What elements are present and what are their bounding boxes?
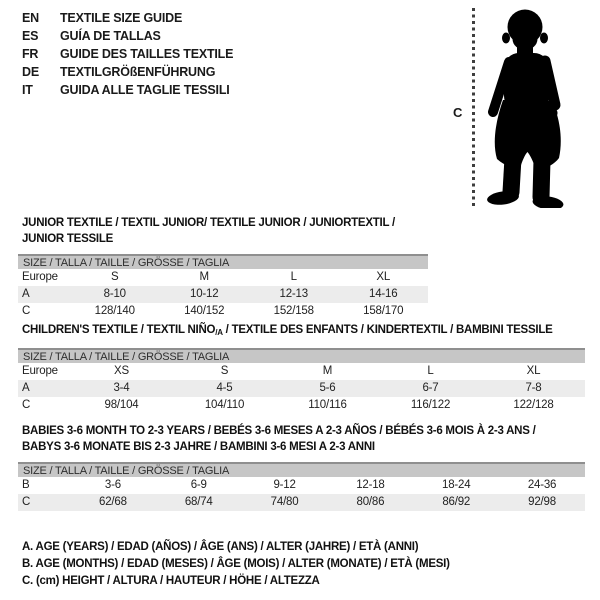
toddler-silhouette-icon xyxy=(482,8,570,208)
size-cell: 7-8 xyxy=(525,382,542,394)
size-cell: 122/128 xyxy=(513,399,554,411)
language-code: IT xyxy=(22,83,33,97)
size-cell: 98/104 xyxy=(104,399,139,411)
size-cell: S xyxy=(111,271,119,283)
language-code: EN xyxy=(22,11,39,25)
size-cell: XL xyxy=(526,365,541,377)
size-cell: 6-7 xyxy=(422,382,439,394)
size-cell: 10-12 xyxy=(190,288,219,300)
size-cell: XS xyxy=(114,365,129,377)
row-label: C xyxy=(22,496,31,508)
language-title-list xyxy=(22,9,233,99)
size-cell: 68/74 xyxy=(184,496,213,508)
legend-note-age-years: A. AGE (YEARS) / EDAD (AÑOS) / ÂGE (ANS) / ALTER (JAHRE) / ETÀ (ANNI) xyxy=(22,541,419,553)
language-title: GUIDE DES TAILLES TEXTILE xyxy=(60,47,234,61)
row-label: A xyxy=(22,288,30,300)
language-code: DE xyxy=(22,65,39,79)
language-row xyxy=(22,9,233,27)
size-cell: 24-36 xyxy=(527,479,557,491)
size-cell: L xyxy=(290,271,297,283)
junior-size-table xyxy=(18,215,428,320)
language-title: TEXTILE SIZE GUIDE xyxy=(60,11,183,25)
size-table-row xyxy=(18,286,428,303)
size-cell: M xyxy=(322,365,333,377)
size-header-bar: SIZE / TALLA / TAILLE / GRÖSSE / TAGLIA xyxy=(18,462,585,477)
size-cell: 12-13 xyxy=(279,288,308,300)
language-code: FR xyxy=(22,47,39,61)
size-table-title-line: BABIES 3-6 MONTH TO 2-3 YEARS / BEBÉS 3-6 MESES A 2-3 AÑOS / BÉBÉS 3-6 MOIS À 2-3 ANS / xyxy=(22,425,536,437)
size-table-title xyxy=(18,423,585,455)
row-label: Europe xyxy=(22,271,58,283)
size-table-row xyxy=(18,494,585,511)
size-table-row xyxy=(18,380,585,397)
size-cell: 86/92 xyxy=(442,496,471,508)
row-label: C xyxy=(22,399,31,411)
size-table-row xyxy=(18,363,585,380)
row-label: B xyxy=(22,479,30,491)
language-row xyxy=(22,81,233,99)
size-table-row xyxy=(18,397,585,414)
size-cell: 104/110 xyxy=(204,399,245,411)
size-table-title xyxy=(18,215,428,247)
height-measure-line xyxy=(472,8,475,207)
size-cell: 116/122 xyxy=(410,399,451,411)
row-label: A xyxy=(22,382,30,394)
size-table-title xyxy=(18,322,585,341)
size-cell: 9-12 xyxy=(273,479,296,491)
size-cell: 8-10 xyxy=(103,288,126,300)
size-cell: 12-18 xyxy=(356,479,385,491)
language-row xyxy=(22,45,233,63)
size-cell: 5-6 xyxy=(319,382,336,394)
size-cell: 3-6 xyxy=(104,479,121,491)
row-label: Europe xyxy=(22,365,58,377)
language-title: GUIDA ALLE TAGLIE TESSILI xyxy=(60,83,230,97)
size-cell: 128/140 xyxy=(94,305,135,317)
size-table-title-line: BABYS 3-6 MONATE BIS 2-3 JAHRE / BAMBINI 3-6 MESI A 2-3 ANNI xyxy=(22,441,375,453)
size-table-row xyxy=(18,477,585,494)
height-measure-label: C xyxy=(453,105,463,120)
language-title: TEXTILGRÖßENFÜHRUNG xyxy=(60,65,216,79)
size-cell: 4-5 xyxy=(216,382,233,394)
size-cell: 152/158 xyxy=(273,305,314,317)
size-cell: 158/170 xyxy=(363,305,404,317)
size-cell: 62/68 xyxy=(99,496,127,508)
language-code: ES xyxy=(22,29,39,43)
size-table-row xyxy=(18,269,428,286)
size-header-bar: SIZE / TALLA / TAILLE / GRÖSSE / TAGLIA xyxy=(18,254,428,269)
size-cell: S xyxy=(220,365,229,377)
size-table-title-line: CHILDREN'S TEXTILE / TEXTIL $NIÑO_{/A}$ / TEXTILE DES ENFANTS / KINDERTEXTIL / BAMBINI TESSILE xyxy=(22,324,553,337)
size-table-row xyxy=(18,303,428,320)
language-title: GUÍA DE TALLAS xyxy=(60,29,161,43)
size-cell: 74/80 xyxy=(270,496,299,508)
size-cell: 140/152 xyxy=(184,305,225,317)
size-header-bar: SIZE / TALLA / TAILLE / GRÖSSE / TAGLIA xyxy=(18,348,585,363)
size-cell: XL xyxy=(376,271,391,283)
size-cell: 3-4 xyxy=(113,382,130,394)
size-cell: 110/116 xyxy=(308,399,347,411)
language-row xyxy=(22,63,233,81)
size-cell: 6-9 xyxy=(190,479,207,491)
size-cell: 80/86 xyxy=(356,496,385,508)
row-label: C xyxy=(22,305,31,317)
legend-note-height: C. (cm) HEIGHT / ALTURA / HAUTEUR / HÖHE / ALTEZZA xyxy=(22,575,320,587)
language-row xyxy=(22,27,233,45)
size-cell: M xyxy=(199,271,209,283)
size-table-title-line: JUNIOR TEXTILE / TEXTIL JUNIOR/ TEXTILE JUNIOR / JUNIORTEXTIL / JUNIOR TESSILE xyxy=(22,217,395,245)
babies-size-table xyxy=(18,423,585,511)
size-cell: L xyxy=(427,365,434,377)
size-cell: 18-24 xyxy=(442,479,471,491)
size-cell: 92/98 xyxy=(528,496,556,508)
legend-notes xyxy=(22,539,450,590)
children-size-table xyxy=(18,322,585,414)
size-cell: 14-16 xyxy=(369,288,398,300)
legend-note-age-months: B. AGE (MONTHS) / EDAD (MESES) / ÂGE (MOIS) / ALTER (MONATE) / ETÀ (MESI) xyxy=(22,558,450,570)
